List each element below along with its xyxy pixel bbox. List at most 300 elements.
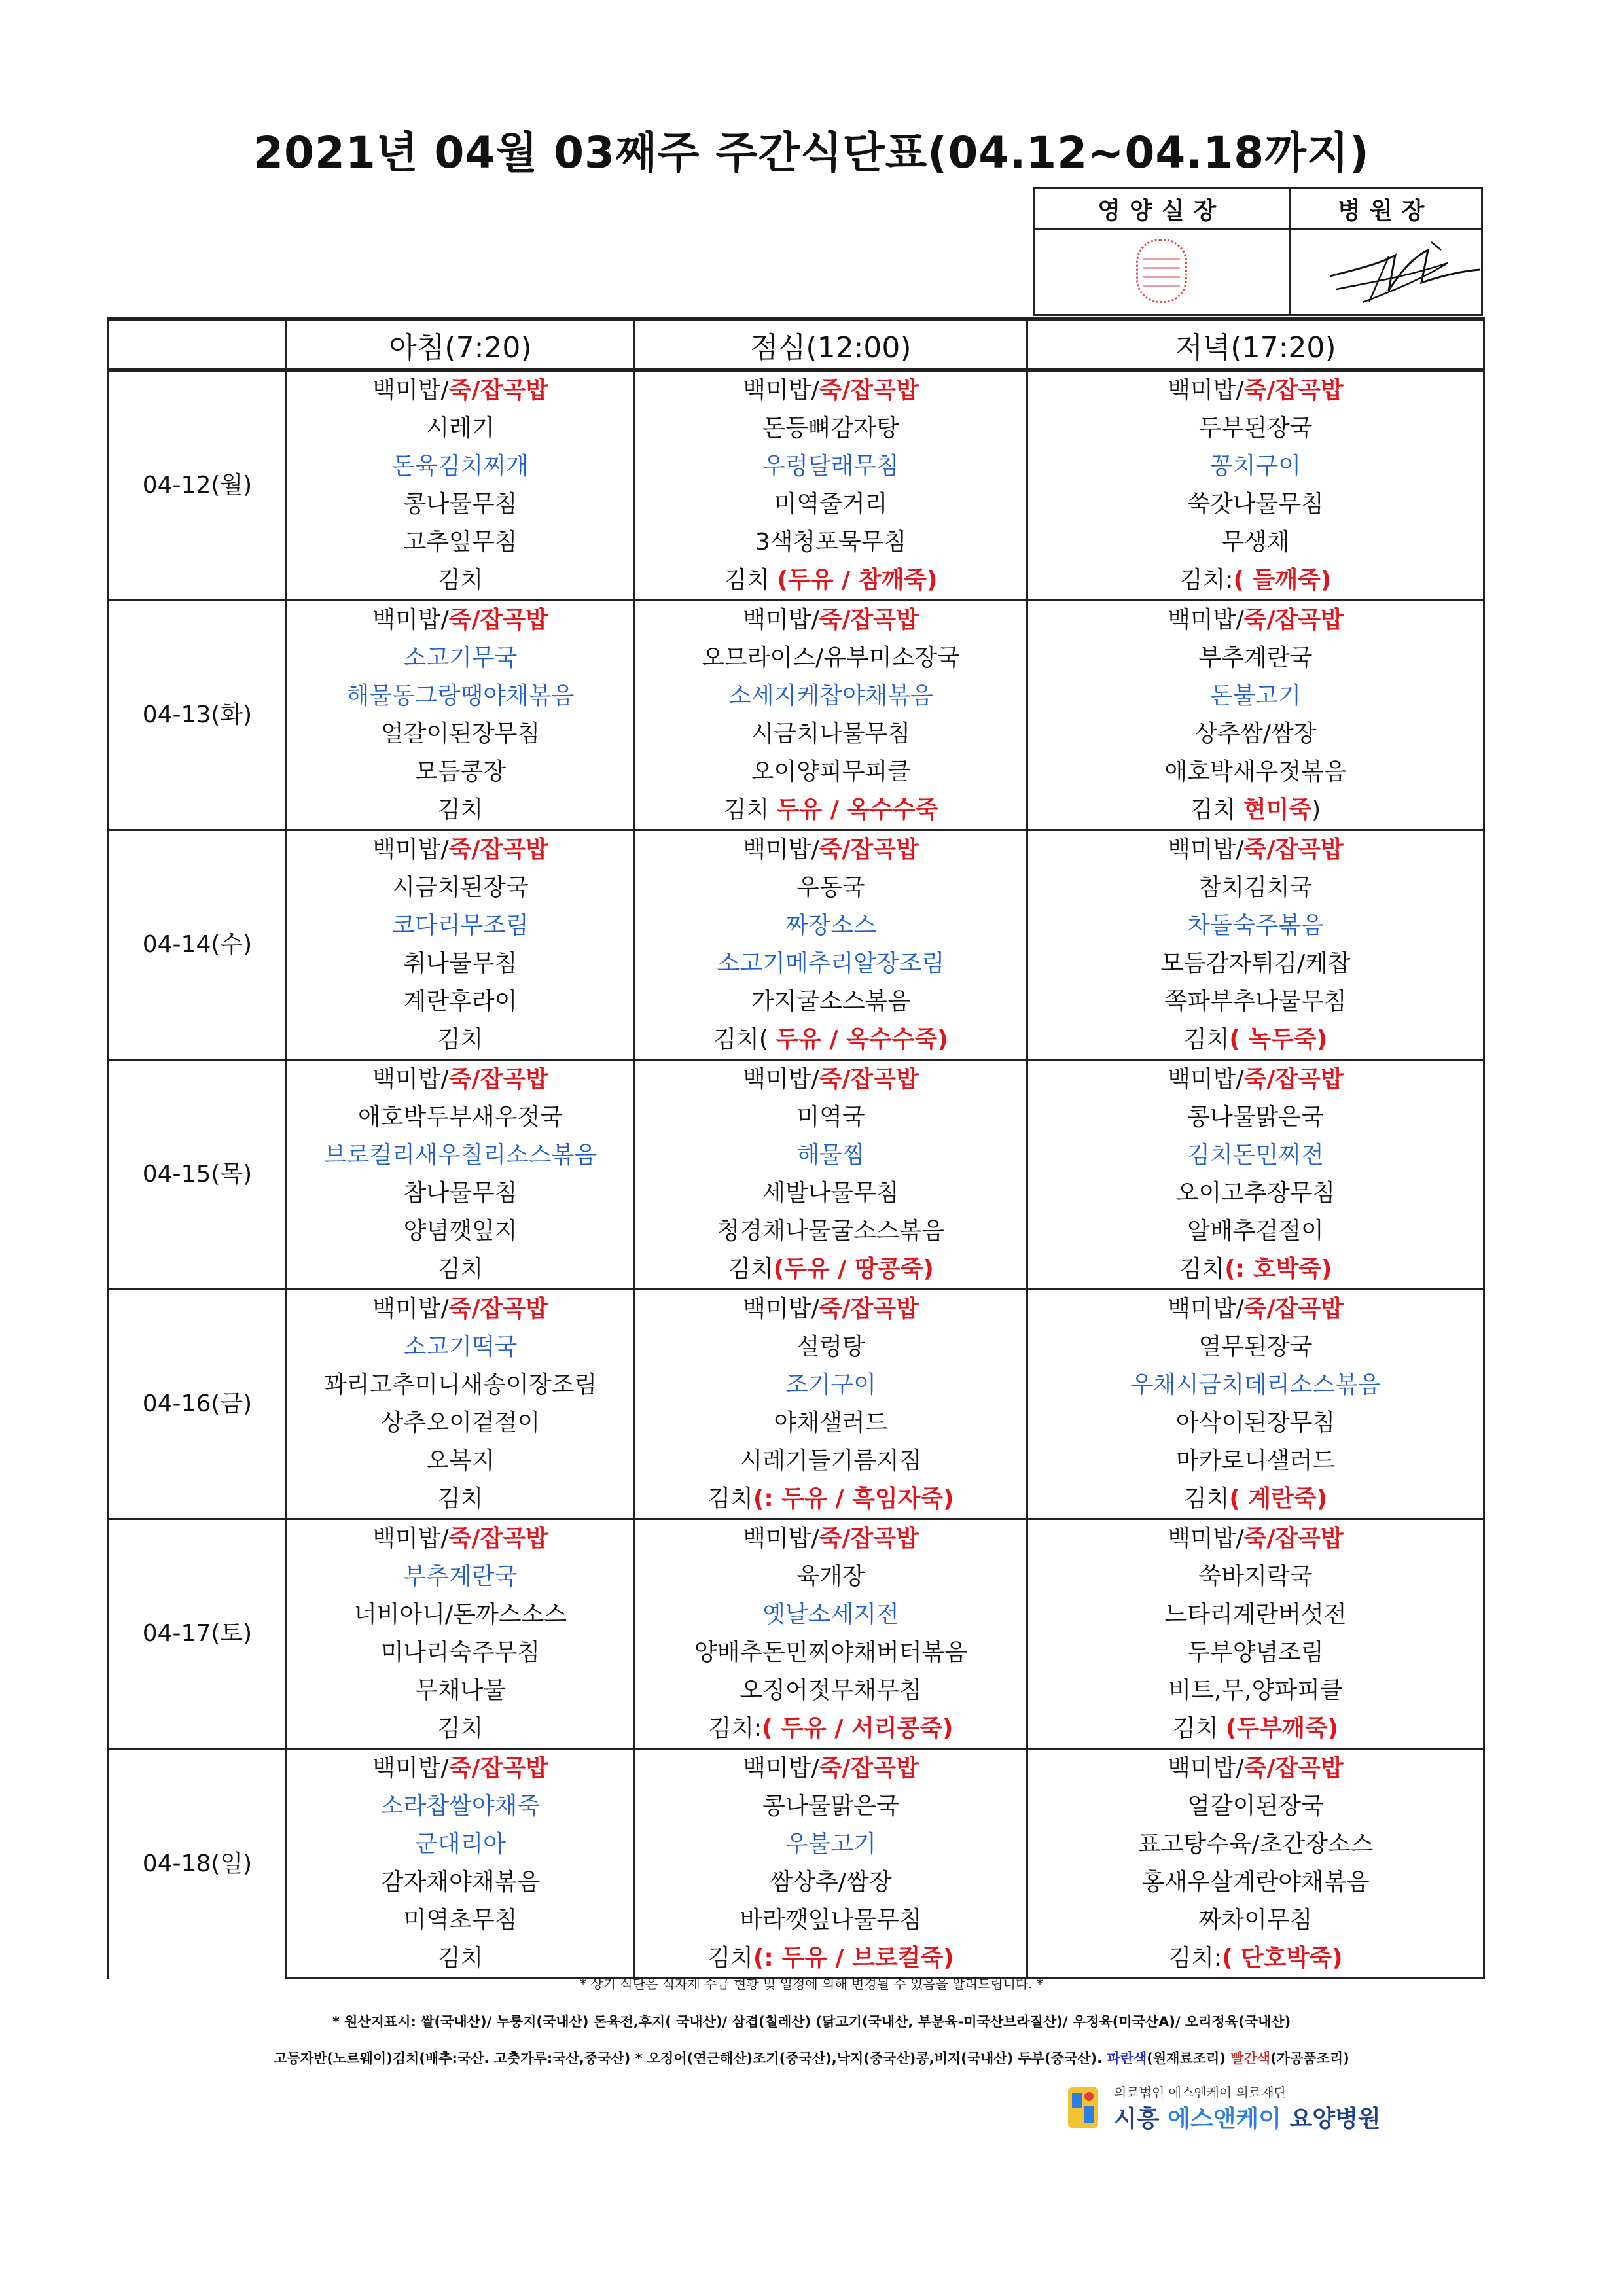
menu-text-segment: 김치: [437, 1945, 484, 1971]
breakfast-item: [287, 639, 635, 677]
menu-text-segment: 죽/잡곡밥: [448, 1296, 548, 1322]
origin-notice-2: [0, 2048, 1623, 2068]
lunch-item: [635, 1060, 1027, 1099]
breakfast-item: [287, 1558, 635, 1596]
menu-text-segment: ( 녹두죽): [1229, 1026, 1328, 1053]
menu-text-segment: 양배추돈민찌야채버터볶음: [694, 1639, 968, 1666]
menu-text-segment: 백미밥/: [743, 1066, 819, 1093]
day-date: 04-13(화): [109, 601, 287, 830]
header-breakfast: 아침(7:20): [287, 319, 635, 370]
menu-text-segment: 김치: [1172, 1715, 1226, 1742]
dinner-item: [1027, 370, 1484, 410]
menu-text-segment: 오므라이스/유부미소장국: [702, 645, 960, 671]
dinner-item: [1027, 1212, 1484, 1250]
header-date: [109, 319, 287, 370]
lunch-item: [635, 1710, 1027, 1749]
menu-text-segment: ( 계란죽): [1229, 1485, 1328, 1512]
logo-suffix: 요양병원: [1281, 2106, 1381, 2132]
breakfast-item: [287, 1480, 635, 1519]
breakfast-item: [287, 677, 635, 715]
dinner-item: [1027, 869, 1484, 907]
menu-text-segment: 백미밥/: [743, 1755, 819, 1782]
approval-box: [1033, 187, 1483, 316]
breakfast-item: [287, 791, 635, 830]
menu-text-segment: 백미밥/: [372, 1066, 449, 1093]
menu-text-segment: 죽/잡곡밥: [1243, 1296, 1344, 1322]
menu-text-segment: 죽/잡곡밥: [1243, 377, 1344, 404]
dinner-item: [1027, 410, 1484, 448]
menu-text-segment: 김치: [728, 1256, 774, 1282]
menu-text-segment: 꽁치구이: [1209, 453, 1302, 480]
menu-text-segment: 짜차이무침: [1198, 1907, 1313, 1934]
menu-text-segment: 김치: [437, 796, 484, 823]
breakfast-item: [287, 1021, 635, 1060]
menu-row: [109, 410, 1484, 448]
menu-text-segment: 김치: [1183, 1026, 1230, 1053]
menu-text-segment: 애호박두부새우젓국: [358, 1104, 563, 1131]
menu-text-segment: 취나물무침: [403, 950, 518, 977]
menu-text-segment: 김치:: [708, 1715, 762, 1742]
menu-text-segment: 시레기: [426, 415, 495, 442]
menu-text-segment: 참치김치국: [1198, 874, 1313, 901]
breakfast-item: [287, 1634, 635, 1672]
menu-row: [109, 1901, 1484, 1939]
approval-signature-cell: [1289, 230, 1482, 315]
menu-row: [109, 1519, 1484, 1559]
menu-text-segment: 쪽파부추나물무침: [1164, 988, 1347, 1015]
menu-text-segment: 바라깻잎나물무침: [740, 1907, 922, 1934]
menu-text-segment: 우채시금치데리소스볶음: [1130, 1371, 1381, 1398]
signature-scribble: [1291, 230, 1513, 314]
menu-text-segment: 느타리계란버섯전: [1164, 1601, 1347, 1628]
menu-text-segment: 돈육김치찌개: [392, 453, 529, 480]
menu-text-segment: 홍새우살계란야채볶음: [1141, 1869, 1370, 1896]
breakfast-item: [287, 1519, 635, 1559]
menu-row: [109, 791, 1484, 830]
breakfast-item: [287, 1212, 635, 1250]
menu-text-segment: 비트,무,양파피클: [1168, 1677, 1343, 1704]
dinner-item: [1027, 791, 1484, 830]
menu-text-segment: 너비아니/돈까스소스: [353, 1601, 567, 1628]
menu-row: [109, 753, 1484, 791]
breakfast-item: [287, 1099, 635, 1137]
breakfast-item: [287, 486, 635, 523]
menu-text-segment: 무채나물: [414, 1677, 507, 1704]
dinner-item: [1027, 983, 1484, 1021]
menu-text-segment: 청경채나물굴소스볶음: [717, 1218, 945, 1245]
menu-text-segment: 쌈상추/쌈장: [770, 1869, 892, 1896]
lunch-item: [635, 1863, 1027, 1901]
dinner-item: [1027, 753, 1484, 791]
menu-text-segment: 소세지케찹야채볶음: [728, 682, 933, 709]
menu-text-segment: 백미밥/: [743, 1296, 819, 1322]
menu-text-segment: 백미밥/: [1168, 1296, 1244, 1322]
menu-text-segment: 계란후라이: [403, 988, 518, 1015]
menu-text-segment: 죽/잡곡밥: [448, 1066, 548, 1093]
approval-label-director: 병원장: [1289, 188, 1482, 230]
approval-label-nutrition: 영양실장: [1034, 188, 1290, 230]
menu-row: [109, 907, 1484, 945]
breakfast-item: [287, 1901, 635, 1939]
menu-row: [109, 601, 1484, 640]
menu-row: [109, 1099, 1484, 1137]
breakfast-item: [287, 1749, 635, 1788]
menu-text-segment: 오이고추장무침: [1175, 1180, 1336, 1207]
approval-stamp-cell: [1034, 230, 1290, 315]
menu-text-segment: 백미밥/: [743, 377, 819, 404]
lunch-item: [635, 1442, 1027, 1480]
lunch-item: [635, 1212, 1027, 1250]
menu-text-segment: 양념깻잎지: [403, 1218, 518, 1245]
hospital-logo-icon: [1067, 2086, 1099, 2129]
dinner-item: [1027, 1939, 1484, 1979]
menu-text-segment: 죽/잡곡밥: [819, 1296, 919, 1322]
breakfast-item: [287, 983, 635, 1021]
menu-row: [109, 945, 1484, 983]
menu-text-segment: 알배추겉절이: [1187, 1218, 1324, 1245]
menu-text-segment: 죽/잡곡밥: [819, 836, 919, 863]
menu-text-segment: 미역줄거리: [774, 491, 888, 518]
breakfast-item: [287, 907, 635, 945]
dinner-item: [1027, 1519, 1484, 1559]
dinner-item: [1027, 715, 1484, 753]
dinner-item: [1027, 523, 1484, 561]
menu-text-segment: 3색청포묵무침: [755, 529, 907, 556]
menu-text-segment: 김치: [723, 796, 777, 823]
breakfast-item: [287, 830, 635, 870]
dinner-item: [1027, 1901, 1484, 1939]
day-date: 04-17(토): [109, 1519, 287, 1749]
menu-text-segment: (두부깨죽): [1225, 1715, 1338, 1742]
lunch-item: [635, 1558, 1027, 1596]
menu-text-segment: 부추계란국: [1198, 645, 1313, 671]
menu-text-segment: 김치: [437, 1485, 484, 1512]
menu-text-segment: 고추잎무침: [403, 529, 518, 556]
breakfast-item: [287, 753, 635, 791]
lunch-item: [635, 448, 1027, 486]
menu-text-segment: 얼갈이된장무침: [380, 720, 541, 747]
dinner-item: [1027, 1826, 1484, 1863]
menu-row: [109, 523, 1484, 561]
lunch-item: [635, 1749, 1027, 1788]
menu-text-segment: 상추쌈/쌈장: [1194, 720, 1317, 747]
menu-text-segment: 김치: [707, 1945, 753, 1971]
menu-row: [109, 1863, 1484, 1901]
menu-text-segment: 코다리무조림: [392, 912, 529, 939]
menu-text-segment: 미나리숙주무침: [380, 1639, 541, 1666]
menu-text-segment: 무생채: [1221, 529, 1290, 556]
dinner-item: [1027, 1442, 1484, 1480]
menu-text-segment: 백미밥/: [372, 1525, 449, 1552]
menu-row: [109, 1749, 1484, 1788]
day-date: 04-14(수): [109, 830, 287, 1060]
legend-red-desc: (가공품조리): [1270, 2051, 1349, 2066]
dinner-item: [1027, 561, 1484, 601]
legend-blue: 파란색: [1107, 2051, 1147, 2066]
menu-text-segment: 콩나물맑은국: [762, 1793, 899, 1820]
breakfast-item: [287, 945, 635, 983]
dinner-item: [1027, 1596, 1484, 1634]
breakfast-item: [287, 523, 635, 561]
dinner-item: [1027, 1480, 1484, 1519]
lunch-item: [635, 1174, 1027, 1212]
menu-text-segment: 죽/잡곡밥: [819, 377, 919, 404]
menu-text-segment: 백미밥/: [372, 1296, 449, 1322]
dinner-item: [1027, 1404, 1484, 1442]
menu-text-segment: 죽/잡곡밥: [448, 1755, 548, 1782]
lunch-item: [635, 639, 1027, 677]
origin-notice-1: * 원산지표시: 쌀(국내산)/ 누룽지(국내산) 돈육전,후지( 국내산)/ 삼겹(칠레산) (닭고기(국내산, 부분육-미국산브라질산)/ 우정육(미국산A)/ 오리정육(국내산): [332, 2014, 1291, 2030]
menu-row: [109, 1939, 1484, 1979]
logo-foundation: 의료법인 에스앤케이 의료재단: [1114, 2085, 1287, 2100]
dinner-item: [1027, 907, 1484, 945]
lunch-item: [635, 830, 1027, 870]
lunch-item: [635, 677, 1027, 715]
menu-text-segment: 부추계란국: [403, 1563, 518, 1590]
lunch-item: [635, 1099, 1027, 1137]
menu-text-segment: 가지굴소스볶음: [751, 988, 911, 1015]
menu-text-segment: 모듬콩장: [414, 758, 507, 785]
lunch-item: [635, 486, 1027, 523]
logo-city: 시흥: [1114, 2106, 1168, 2132]
menu-row: [109, 983, 1484, 1021]
menu-text-segment: 김치: [437, 1026, 484, 1053]
menu-row: [109, 1060, 1484, 1099]
menu-text-segment: 모듬감자튀김/케찹: [1160, 950, 1351, 977]
hospital-logo: [1067, 2082, 1381, 2134]
breakfast-item: [287, 1404, 635, 1442]
menu-row: [109, 830, 1484, 870]
origin-text: 고등자반(노르웨이)김치(배추:국산. 고춧가루:국산,중국산) * 오징어(연근해산)조기(중국산),낙지(중국산)콩,비지(국내산) 두부(중국산).: [274, 2051, 1107, 2066]
menu-text-segment: 김치: [1179, 1256, 1225, 1282]
menu-row: [109, 1596, 1484, 1634]
menu-text-segment: 애호박새우젓볶음: [1164, 758, 1347, 785]
menu-text-segment: 감자채야채볶음: [380, 1869, 541, 1896]
breakfast-item: [287, 1442, 635, 1480]
menu-text-segment: 상추오이겉절이: [380, 1409, 541, 1436]
breakfast-item: [287, 448, 635, 486]
lunch-item: [635, 1021, 1027, 1060]
menu-row: [109, 639, 1484, 677]
menu-text-segment: ( 두유 / 서리콩죽): [762, 1715, 954, 1742]
legend-red: 빨간색: [1230, 2051, 1271, 2066]
menu-text-segment: ): [1311, 796, 1321, 823]
menu-text-segment: 세발나물무침: [762, 1180, 899, 1207]
menu-row: [109, 1826, 1484, 1863]
menu-text-segment: 우동국: [796, 874, 865, 901]
menu-text-segment: 짜장소스: [785, 912, 877, 939]
lunch-item: [635, 1290, 1027, 1329]
menu-row: [109, 486, 1484, 523]
menu-text-segment: 열무된장국: [1198, 1333, 1313, 1360]
dinner-item: [1027, 1710, 1484, 1749]
menu-text-segment: 얼갈이된장국: [1187, 1793, 1324, 1820]
menu-text-segment: 돈불고기: [1209, 682, 1302, 709]
header-lunch: 점심(12:00): [635, 319, 1027, 370]
breakfast-item: [287, 1290, 635, 1329]
menu-text-segment: 소고기메추리알장조림: [717, 950, 945, 977]
lunch-item: [635, 1250, 1027, 1290]
menu-text-segment: 김치: [1190, 796, 1243, 823]
menu-row: [109, 1174, 1484, 1212]
menu-text-segment: 콩나물맑은국: [1187, 1104, 1324, 1131]
menu-row: [109, 1634, 1484, 1672]
weekly-menu-table: [107, 317, 1485, 1979]
dinner-item: [1027, 639, 1484, 677]
menu-text-segment: (두유 / 땅콩죽): [773, 1256, 934, 1282]
menu-text-segment: 백미밥/: [372, 836, 449, 863]
header-dinner: 저녁(17:20): [1027, 319, 1484, 370]
logo-brand: 에스앤케이: [1168, 2106, 1281, 2132]
menu-text-segment: 표고탕수육/초간장소스: [1137, 1831, 1374, 1858]
menu-text-segment: 김치(: [713, 1026, 776, 1053]
menu-text-segment: 김치:: [1179, 567, 1234, 593]
day-date: 04-15(목): [109, 1060, 287, 1290]
menu-text-segment: 마카로니샐러드: [1175, 1447, 1336, 1474]
menu-text-segment: 두유 / 옥수수죽: [776, 796, 938, 823]
day-date: 04-18(일): [109, 1749, 287, 1979]
dinner-item: [1027, 1366, 1484, 1404]
menu-text-segment: 김치: [437, 567, 484, 593]
breakfast-item: [287, 1939, 635, 1979]
menu-text-segment: 죽/잡곡밥: [1243, 1525, 1344, 1552]
logo-hospital-name: [1114, 2100, 1381, 2134]
menu-row: [109, 677, 1484, 715]
menu-text-segment: 콩나물무침: [403, 491, 518, 518]
menu-text-segment: 김치: [707, 1485, 753, 1512]
menu-row: [109, 1137, 1484, 1174]
breakfast-item: [287, 1060, 635, 1099]
lunch-item: [635, 601, 1027, 640]
breakfast-item: [287, 1788, 635, 1826]
menu-text-segment: 소고기무국: [403, 645, 518, 671]
breakfast-item: [287, 1710, 635, 1749]
menu-text-segment: 소고기떡국: [403, 1333, 518, 1360]
dinner-item: [1027, 1060, 1484, 1099]
menu-text-segment: 죽/잡곡밥: [819, 1755, 919, 1782]
menu-row: [109, 1404, 1484, 1442]
menu-text-segment: 백미밥/: [372, 377, 449, 404]
menu-row: [109, 869, 1484, 907]
menu-text-segment: 백미밥/: [1168, 1755, 1244, 1782]
lunch-item: [635, 1480, 1027, 1519]
menu-text-segment: 돈등뼈감자탕: [762, 415, 899, 442]
dinner-item: [1027, 677, 1484, 715]
lunch-item: [635, 1634, 1027, 1672]
menu-text-segment: 시금치된장국: [392, 874, 529, 901]
menu-text-segment: 옛날소세지전: [762, 1601, 899, 1628]
menu-row: [109, 1328, 1484, 1366]
menu-text-segment: 미역국: [796, 1104, 865, 1131]
breakfast-item: [287, 1137, 635, 1174]
menu-text-segment: 죽/잡곡밥: [448, 836, 548, 863]
lunch-item: [635, 1404, 1027, 1442]
lunch-item: [635, 1519, 1027, 1559]
menu-text-segment: 죽/잡곡밥: [448, 377, 548, 404]
menu-text-segment: 죽/잡곡밥: [819, 1066, 919, 1093]
menu-row: [109, 1290, 1484, 1329]
menu-text-segment: 죽/잡곡밥: [819, 607, 919, 633]
breakfast-item: [287, 370, 635, 410]
menu-text-segment: (: 두유 / 흑임자죽): [753, 1485, 954, 1512]
menu-row: [109, 1366, 1484, 1404]
dinner-item: [1027, 1749, 1484, 1788]
breakfast-item: [287, 715, 635, 753]
lunch-item: [635, 715, 1027, 753]
dinner-item: [1027, 1021, 1484, 1060]
page-title: 2021년 04월 03째주 주간식단표(04.12~04.18까지): [253, 128, 1370, 178]
dinner-item: [1027, 448, 1484, 486]
menu-text-segment: (두유 / 참깨죽): [777, 567, 938, 593]
breakfast-item: [287, 1826, 635, 1863]
menu-text-segment: 조기구이: [785, 1371, 877, 1398]
lunch-item: [635, 1826, 1027, 1863]
breakfast-item: [287, 561, 635, 601]
menu-text-segment: 죽/잡곡밥: [1243, 607, 1344, 633]
lunch-item: [635, 1672, 1027, 1710]
menu-text-segment: 시레기들기름지짐: [740, 1447, 922, 1474]
menu-text-segment: 죽/잡곡밥: [448, 1525, 548, 1552]
menu-text-segment: 시금치나물무침: [751, 720, 911, 747]
menu-body: [109, 370, 1484, 1979]
dinner-item: [1027, 1250, 1484, 1290]
lunch-item: [635, 410, 1027, 448]
lunch-item: [635, 561, 1027, 601]
menu-text-segment: 백미밥/: [1168, 607, 1244, 633]
lunch-item: [635, 791, 1027, 830]
breakfast-item: [287, 1863, 635, 1901]
lunch-item: [635, 370, 1027, 410]
dinner-item: [1027, 1328, 1484, 1366]
menu-text-segment: 두유 / 옥수수죽): [776, 1026, 948, 1053]
lunch-item: [635, 1328, 1027, 1366]
menu-text-segment: 우렁달래무침: [762, 453, 899, 480]
menu-text-segment: 백미밥/: [372, 1755, 449, 1782]
menu-text-segment: 해물찜: [796, 1142, 865, 1169]
menu-text-segment: 쑥바지락국: [1198, 1563, 1313, 1590]
dinner-item: [1027, 1863, 1484, 1901]
lunch-item: [635, 1788, 1027, 1826]
menu-text-segment: 죽/잡곡밥: [1243, 836, 1344, 863]
menu-text-segment: 백미밥/: [372, 607, 449, 633]
menu-text-segment: 백미밥/: [1168, 377, 1244, 404]
menu-text-segment: 미역초무침: [403, 1907, 518, 1934]
menu-text-segment: 설렁탕: [796, 1333, 865, 1360]
dinner-item: [1027, 945, 1484, 983]
dinner-item: [1027, 830, 1484, 870]
menu-text-segment: 두부양념조림: [1187, 1639, 1324, 1666]
menu-text-segment: 육개장: [796, 1563, 865, 1590]
breakfast-item: [287, 869, 635, 907]
menu-row: [109, 448, 1484, 486]
menu-text-segment: 오징어젓무채무침: [740, 1677, 922, 1704]
seal-stamp: [1136, 239, 1187, 303]
menu-row: [109, 1212, 1484, 1250]
menu-row: [109, 715, 1484, 753]
menu-text-segment: 김치:: [1168, 1945, 1222, 1971]
dinner-item: [1027, 486, 1484, 523]
menu-row: [109, 1442, 1484, 1480]
menu-header-row: [109, 319, 1484, 370]
menu-text-segment: 백미밥/: [743, 836, 819, 863]
breakfast-item: [287, 1328, 635, 1366]
menu-text-segment: 군대리아: [414, 1831, 507, 1858]
breakfast-item: [287, 1366, 635, 1404]
menu-text-segment: ( 들깨죽): [1233, 567, 1332, 593]
lunch-item: [635, 907, 1027, 945]
menu-text-segment: 김치: [437, 1715, 484, 1742]
menu-text-segment: 백미밥/: [743, 1525, 819, 1552]
